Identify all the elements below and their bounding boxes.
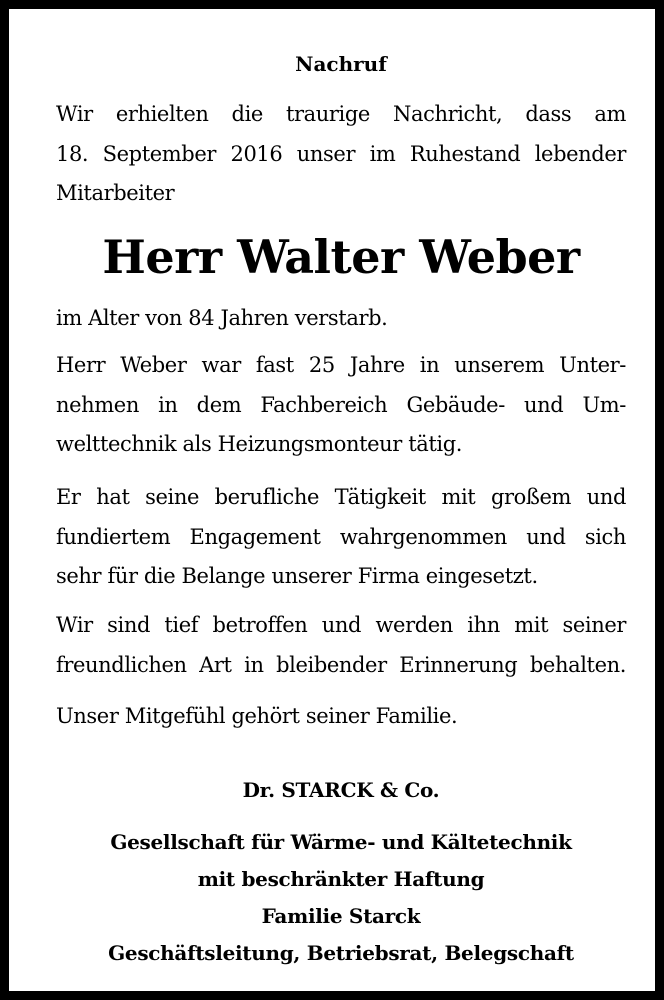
intro-paragraph	[56, 95, 626, 214]
company-name: Dr. STARCK & Co.	[242, 778, 440, 802]
memory-line-1: Wir sind tief betroffen und werden ihn mit seiner	[56, 613, 626, 637]
condolence-text: Unser Mitgefühl gehört seiner Familie.	[56, 704, 458, 728]
engagement-paragraph	[56, 478, 626, 597]
deceased-name: Herr Walter Weber	[102, 230, 580, 284]
signature-line-2: mit beschränkter Haftung	[197, 867, 485, 891]
signature-line-3: Familie Starck	[261, 904, 421, 928]
intro-line-2: 18. September 2016 unser im Ruhestand lebender	[56, 141, 626, 166]
memory-line-2: freundlichen Art in bleibender Erinnerung behalten.	[56, 652, 626, 677]
career-paragraph	[56, 346, 626, 465]
memory-paragraph	[56, 606, 626, 685]
notice-heading: Nachruf	[295, 52, 387, 76]
career-line-3: welttechnik als Heizungsmonteur tätig.	[56, 432, 463, 456]
age-line	[56, 299, 626, 339]
engagement-line-3: sehr für die Belange unserer Firma eingesetzt.	[56, 564, 538, 588]
age-text: im Alter von 84 Jahren verstarb.	[56, 306, 388, 330]
signature-line-4: Geschäftsleitung, Betriebsrat, Belegschaft	[108, 941, 574, 965]
intro-line-1: Wir erhielten die traurige Nachricht, dass am	[56, 102, 626, 126]
engagement-line-1: Er hat seine berufliche Tätigkeit mit großem und	[56, 485, 626, 509]
signature-block	[56, 824, 626, 972]
career-line-2: nehmen in dem Fachbereich Gebäude- und Um-	[56, 392, 626, 417]
signature-line-1: Gesellschaft für Wärme- und Kältetechnik	[110, 830, 572, 854]
engagement-line-2: fundiertem Engagement wahrgenommen und sich	[56, 524, 626, 549]
condolence-paragraph	[56, 697, 626, 737]
career-line-1: Herr Weber war fast 25 Jahre in unserem Unter-	[56, 353, 626, 377]
intro-line-3: Mitarbeiter	[56, 181, 175, 205]
